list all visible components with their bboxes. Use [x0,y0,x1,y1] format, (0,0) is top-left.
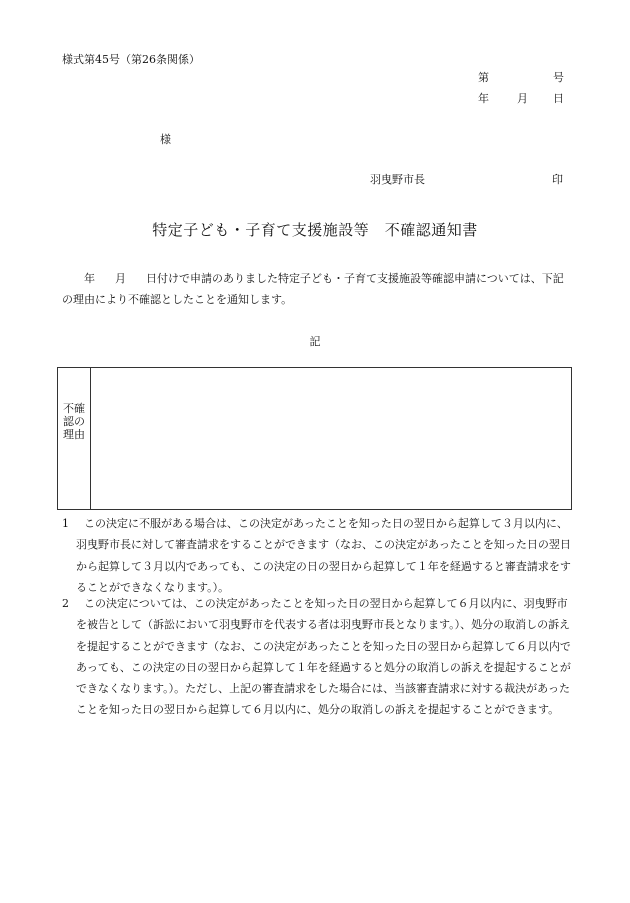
date-day-label: 日 [553,92,564,105]
document-number-label: 第 [478,71,489,84]
note-number: 1 [62,517,69,530]
note-item [62,513,572,598]
addressee-honorific: 様 [160,133,171,146]
seal-mark: 印 [552,173,563,186]
ki-heading: 記 [309,335,321,348]
reason-label-cell [58,368,91,509]
reason-label: 不確認の理由 [63,402,85,441]
intro-paragraph [62,268,574,310]
note-number: 2 [62,597,69,610]
issuer-name: 羽曳野市長 [370,173,425,186]
reason-content-cell[interactable] [91,368,571,509]
intro-year: 年 [84,272,95,285]
intro-month: 月 [115,272,126,285]
note-text: この決定については、この決定があったことを知った日の翌日から起算して６月以内に、羽曳野市を被告として（訴訟において羽曳野市を代表する者は羽曳野市長となります。）、処分の取消しの訴えを提起することができます（なお、この決定があったことを知った日の翌日から起算して６月以内であっても、この決定の日の翌日から起算して１年を経過すると処分の取消しの訴えを提起することができなくなります。）。ただし、上記の審査請求をした場合には、当該審査請求に対する裁決があったことを知った日の翌日から起算して６月以内に、処分の取消しの訴えを提起することができます。 [76,597,571,717]
intro-text: 日付けで申請のありました特定子ども・子育て支援施設等確認申請については、下記の理由により不確認としたことを通知します。 [62,272,564,306]
document-title: 特定子ども・子育て支援施設等 不確認通知書 [152,221,478,239]
note-item [62,593,572,721]
date-year-label: 年 [478,92,489,105]
note-text: この決定に不服がある場合は、この決定があったことを知った日の翌日から起算して３月以内に、羽曳野市長に対して審査請求をすることができます（なお、この決定があったことを知った日の翌日から起算して３月以内であっても、この決定の日の翌日から起算して１年を経過すると審査請求をすることができなくなります。）。 [76,517,571,594]
document-number-suffix: 号 [553,71,564,84]
reason-table [57,367,572,510]
form-number: 様式第45号（第26条関係） [62,53,200,66]
date-month-label: 月 [517,92,528,105]
